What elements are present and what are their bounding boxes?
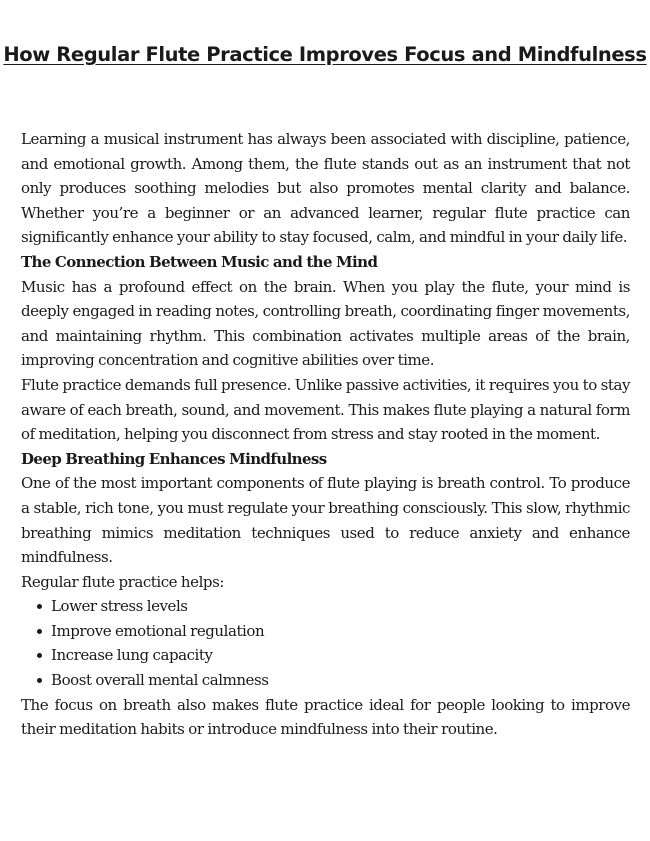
page-title bbox=[0, 40, 650, 70]
section1-paragraph-1: Music has a profound effect on the brain. When you play the flute, your mind is deeply engaged in reading notes, controlling breath, coordinating finger movements, and maintaining rhythm. This combination activates multiple areas of the brain, improving concentration and cognitive abilities over time. bbox=[21, 277, 630, 370]
closing-paragraph: The focus on breath also makes flute practice ideal for people looking to improve their meditation habits or introduce mindfulness into their routine. bbox=[21, 695, 630, 739]
document-body bbox=[21, 127, 630, 742]
benefits-list bbox=[21, 594, 630, 692]
list-item: Boost overall mental calmness bbox=[51, 668, 630, 693]
section2-paragraph-1: One of the most important components of flute playing is breath control. To produce a stable, rich tone, you must regulate your breathing consciously. This slow, rhythmic breathing mimics meditation techniques used to reduce anxiety and enhance mindfulness. bbox=[21, 474, 630, 567]
list-intro: Regular flute practice helps: bbox=[21, 572, 224, 591]
page-title-text: How Regular Flute Practice Improves Focus and Mindfulness bbox=[3, 43, 647, 66]
list-item: Improve emotional regulation bbox=[51, 619, 630, 644]
intro-paragraph: Learning a musical instrument has always been associated with discipline, patience, and emotional growth. Among them, the flute stands out as an instrument that not only produces soothing melodies but also promotes mental clarity and balance. Whether you’re a beginner or an advanced learner, regular flute practice can significantly enhance your ability to stay focused, calm, and mindful in your daily life. bbox=[21, 130, 630, 247]
list-item: Increase lung capacity bbox=[51, 643, 630, 668]
section-heading-music-mind: The Connection Between Music and the Mind bbox=[21, 252, 378, 271]
section-heading-deep-breathing: Deep Breathing Enhances Mindfulness bbox=[21, 449, 327, 468]
list-item: Lower stress levels bbox=[51, 594, 630, 619]
section1-paragraph-2: Flute practice demands full presence. Unlike passive activities, it requires you to stay aware of each breath, sound, and movement. This makes flute playing a natural form of meditation, helping you disconnect from stress and stay rooted in the moment. bbox=[21, 375, 630, 444]
